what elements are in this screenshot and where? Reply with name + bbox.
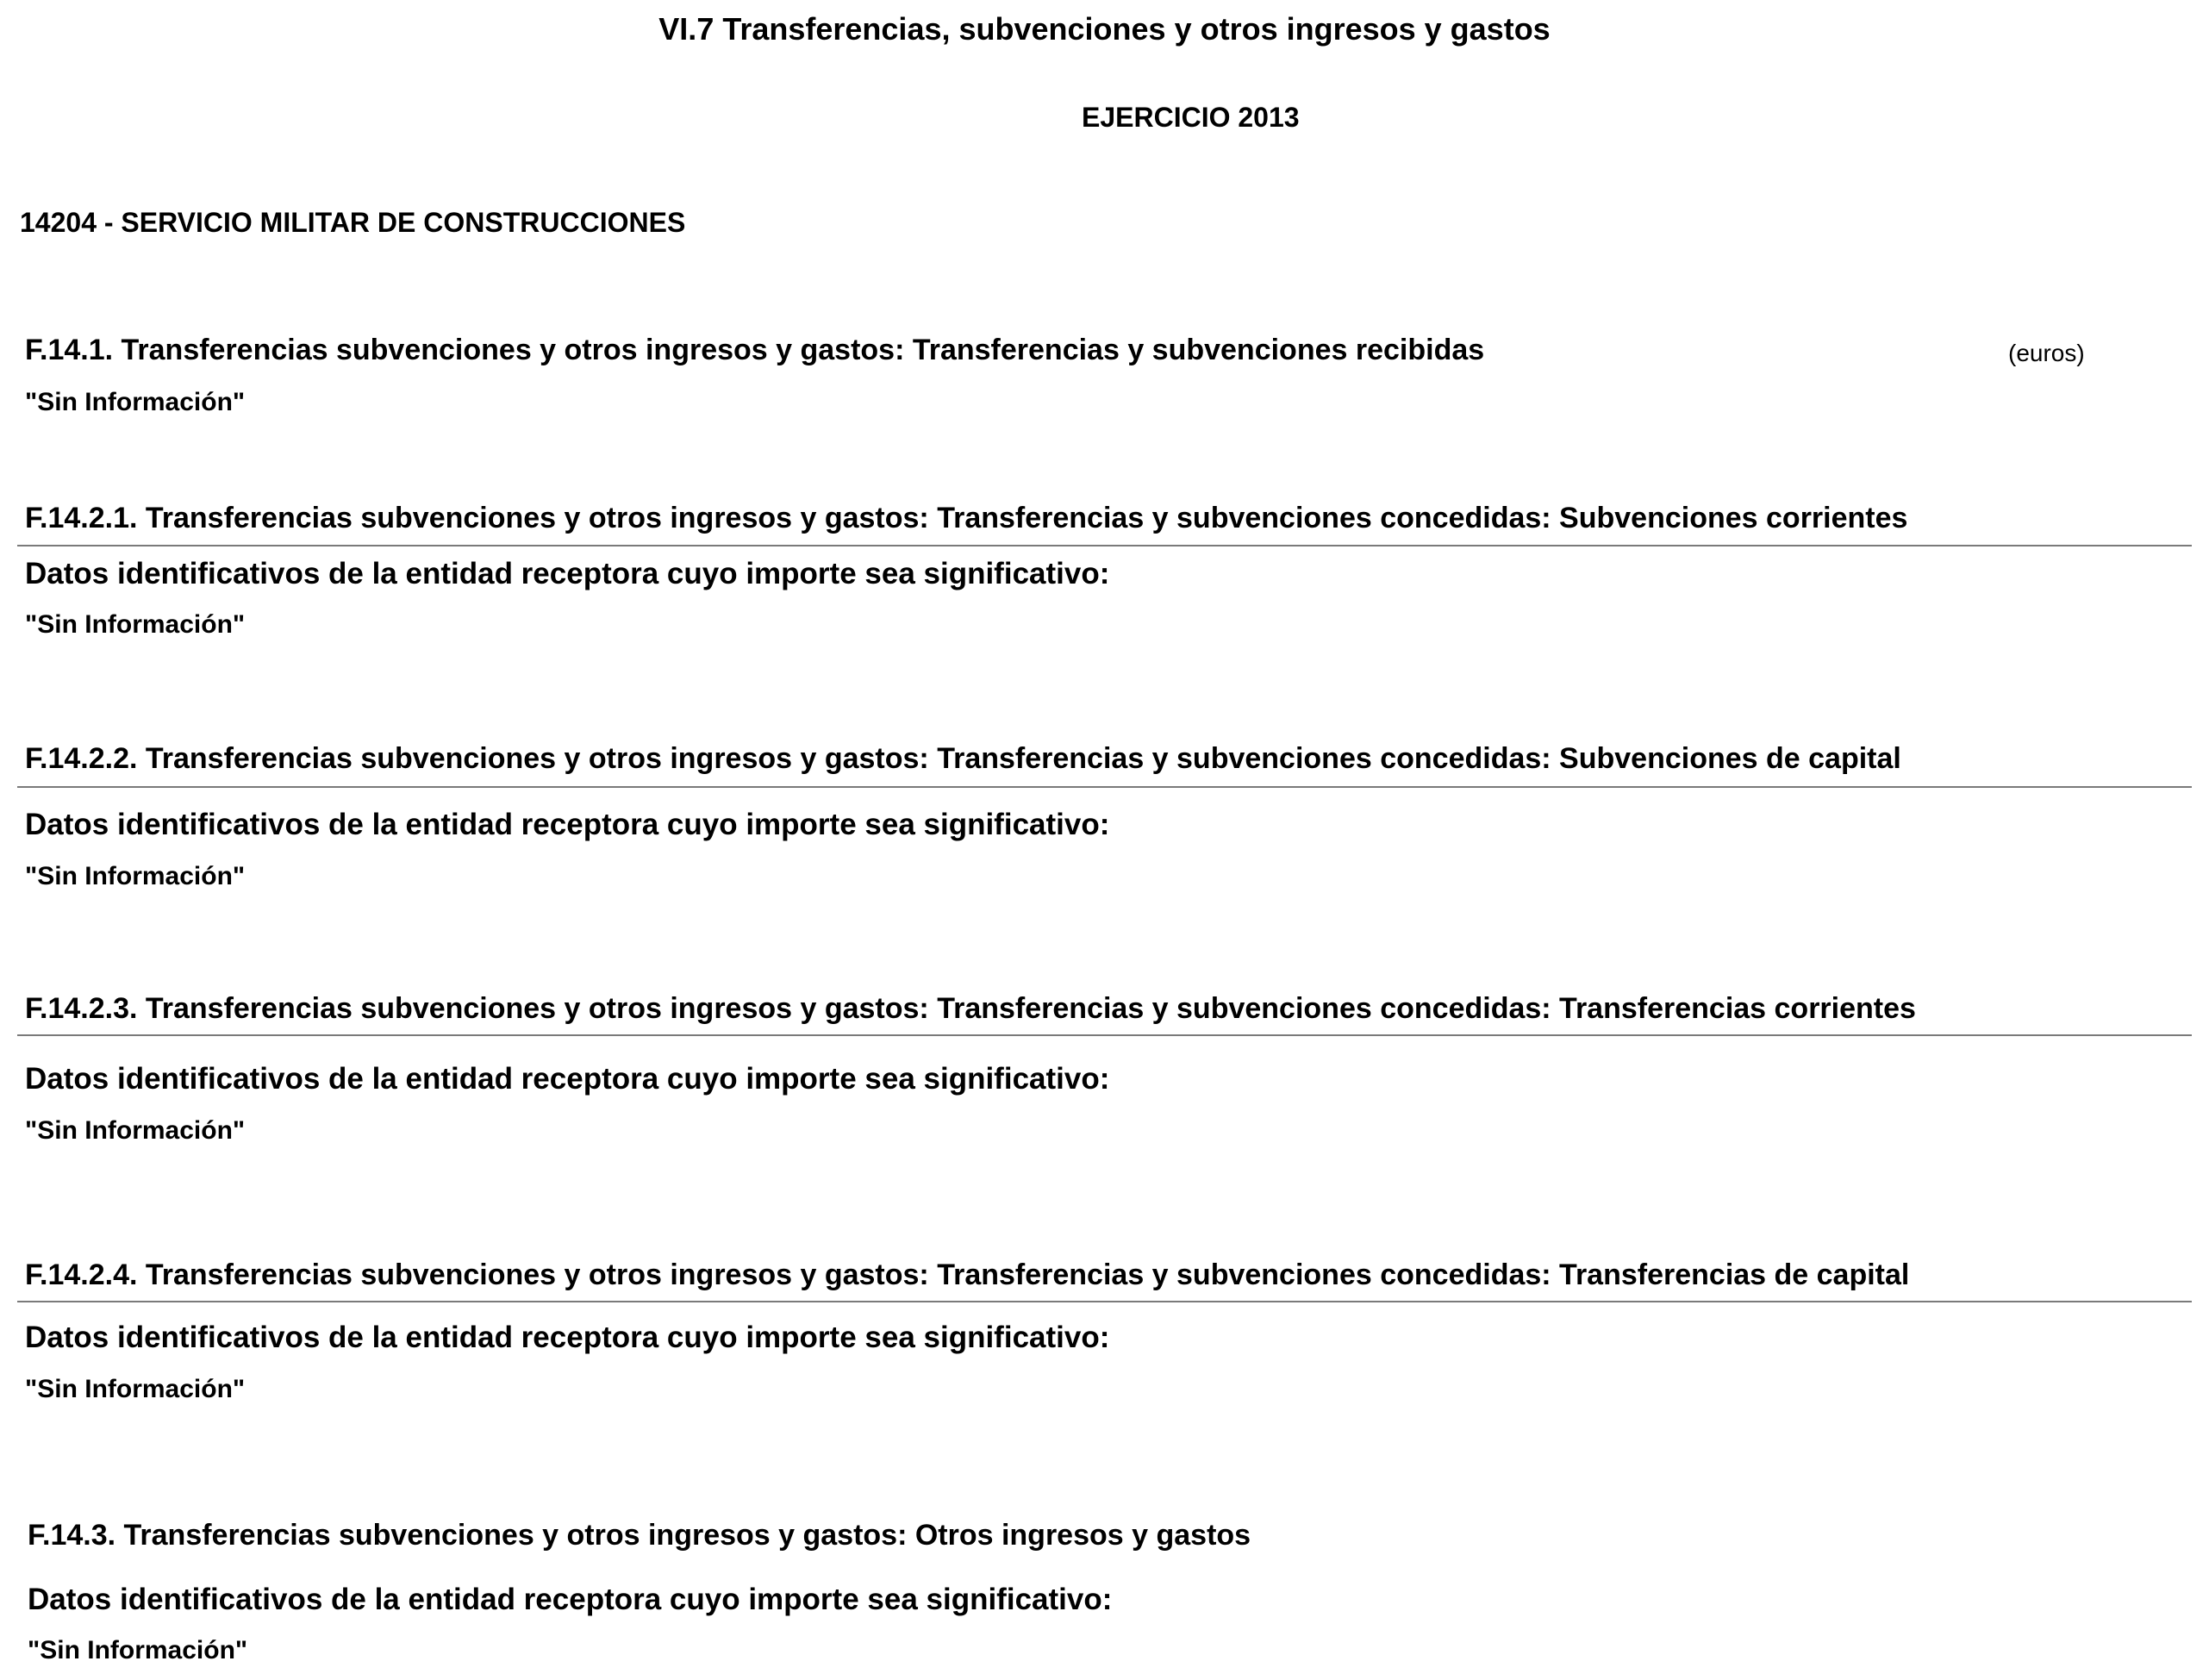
page-title (0, 12, 2209, 47)
section-title-f14-2-2: F.14.2.2. Transferencias subvenciones y otros ingresos y gastos: Transferencias y subvenciones concedidas: Subvenciones de capital (25, 742, 1901, 775)
section-title-f14-1: F.14.1. Transferencias subvenciones y otros ingresos y gastos: Transferencias y subvenciones recibidas (25, 334, 1485, 366)
section-divider (17, 1301, 2192, 1302)
section-title-f14-2-1: F.14.2.1. Transferencias subvenciones y otros ingresos y gastos: Transferencias y subvenciones concedidas: Subvenciones corrientes (25, 502, 1908, 534)
section-content-f14-3: "Sin Información" (28, 1636, 248, 1664)
section-title-f14-2-4: F.14.2.4. Transferencias subvenciones y otros ingresos y gastos: Transferencias y subvenciones concedidas: Transferencias de capital (25, 1258, 1910, 1291)
section-divider (17, 786, 2192, 788)
section-content-f14-2-1: "Sin Información" (25, 610, 246, 639)
page-title-text: VI.7 Transferencias, subvenciones y otros ingresos y gastos (658, 11, 1551, 47)
units-label: (euros) (2008, 340, 2085, 366)
section-label-f14-2-3: Datos identificativos de la entidad receptora cuyo importe sea significativo: (25, 1062, 1110, 1096)
section-content-f14-2-3: "Sin Información" (25, 1116, 246, 1145)
section-label-f14-2-1: Datos identificativos de la entidad receptora cuyo importe sea significativo: (25, 557, 1110, 590)
section-content-f14-2-2: "Sin Información" (25, 862, 246, 890)
section-content-f14-1: "Sin Información" (25, 388, 246, 416)
section-title-f14-2-3: F.14.2.3. Transferencias subvenciones y otros ingresos y gastos: Transferencias y subvenciones concedidas: Transferencias corrientes (25, 992, 1916, 1025)
section-label-f14-2-2: Datos identificativos de la entidad receptora cuyo importe sea significativo: (25, 808, 1110, 841)
fiscal-year: EJERCICIO 2013 (1082, 102, 1300, 133)
section-divider (17, 1034, 2192, 1036)
section-label-f14-3: Datos identificativos de la entidad receptora cuyo importe sea significativo: (28, 1583, 1113, 1616)
section-content-f14-2-4: "Sin Información" (25, 1375, 246, 1403)
section-title-f14-3: F.14.3. Transferencias subvenciones y otros ingresos y gastos: Otros ingresos y gastos (28, 1519, 1251, 1552)
section-label-f14-2-4: Datos identificativos de la entidad receptora cuyo importe sea significativo: (25, 1321, 1110, 1354)
entity-name: 14204 - SERVICIO MILITAR DE CONSTRUCCIONES (20, 207, 686, 238)
section-divider (17, 545, 2192, 546)
